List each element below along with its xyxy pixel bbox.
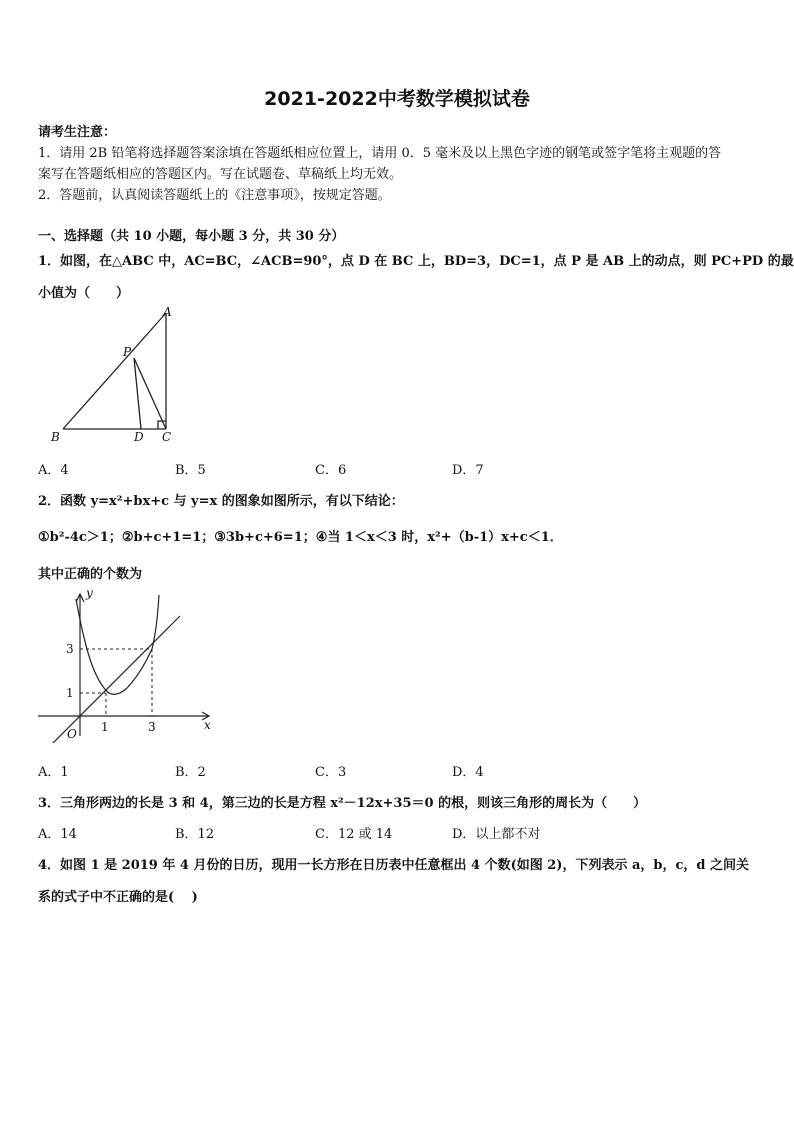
label-d: D <box>134 430 144 444</box>
q2-option-c[interactable]: C．3 <box>315 765 347 780</box>
q1-option-a[interactable]: A．4 <box>38 463 69 478</box>
tick-label-x1: 1 <box>101 720 109 734</box>
q3-option-d[interactable]: D．以上都不对 <box>452 827 541 842</box>
label-c: C <box>162 430 172 444</box>
q3-option-c[interactable]: C．12 或 14 <box>315 827 393 842</box>
q1-text-line-1: 1．如图，在△ABC 中，AC=BC，∠ACB=90°，点 D 在 BC 上，BD=3，DC=1，点 P 是 AB 上的动点，则 PC+PD 的最 <box>38 254 794 269</box>
q2-text-line-1: 2．函数 y=x²+bx+c 与 y=x 的图象如图所示，有以下结论： <box>38 494 404 509</box>
tick-label-y1: 1 <box>66 686 74 700</box>
q2-options <box>38 761 758 779</box>
q4-text-line-1: 4．如图 1 是 2019 年 4 月份的日历，现用一长方形在日历表中任意框出 4 个数(如图 2)，下列表示 a，b，c，d 之间关 <box>38 858 750 873</box>
q2-option-d[interactable]: D．4 <box>452 765 484 780</box>
q1-triangle-figure <box>50 305 185 445</box>
tick-label-x3: 3 <box>148 720 156 734</box>
origin-label: O <box>67 727 77 741</box>
section-heading: 一、选择题（共 10 小题，每小题 3 分，共 30 分） <box>38 229 345 244</box>
tick-label-y3: 3 <box>66 642 74 656</box>
q2-text-line-2: ①b²-4c＞1；②b+c+1=1；③3b+c+6=1；④当 1＜x＜3 时，x²+（b-1）x+c＜1． <box>38 530 563 545</box>
segment-pc <box>134 358 166 429</box>
x-axis-label: x <box>204 718 211 732</box>
notice-heading: 请考生注意： <box>38 125 117 140</box>
q1-option-c[interactable]: C．6 <box>315 463 347 478</box>
y-axis-label: y <box>86 586 93 600</box>
q3-option-b[interactable]: B．12 <box>175 827 215 842</box>
q1-option-b[interactable]: B．5 <box>175 463 206 478</box>
q2-function-graph <box>30 583 220 743</box>
parabola-curve <box>76 595 159 694</box>
notice-line-1: 1．请用 2B 铅笔将选择题答案涂填在答题纸相应位置上，请用 0．5 毫米及以上黑色字迹的钢笔或签字笔将主观题的答 <box>38 146 722 161</box>
q1-options <box>38 459 758 477</box>
line-y-equals-x <box>52 616 180 743</box>
q3-options <box>38 823 758 841</box>
q4-text-line-2: 系的式子中不正确的是( ) <box>38 890 198 905</box>
q2-text-line-3: 其中正确的个数为 <box>38 567 143 582</box>
q1-text-line-2: 小值为（ ） <box>38 286 130 301</box>
notice-line-2: 案写在答题纸相应的答题区内。写在试题卷、草稿纸上均无效。 <box>38 167 403 182</box>
label-a: A <box>163 305 172 319</box>
page-title: 2021-2022中考数学模拟试卷 <box>264 88 530 110</box>
label-p: P <box>123 345 132 359</box>
side-ab <box>63 313 166 429</box>
q2-option-b[interactable]: B．2 <box>175 765 206 780</box>
q3-text-line-1: 3．三角形两边的长是 3 和 4，第三边的长是方程 x²－12x+35＝0 的根，则该三角形的周长为（ ） <box>38 796 647 811</box>
segment-pd <box>134 358 141 429</box>
q3-option-a[interactable]: A．14 <box>38 827 77 842</box>
q2-option-a[interactable]: A．1 <box>38 765 69 780</box>
notice-line-3: 2．答题前，认真阅读答题纸上的《注意事项》，按规定答题。 <box>38 188 391 203</box>
label-b: B <box>51 430 60 444</box>
q1-option-d[interactable]: D．7 <box>452 463 484 478</box>
